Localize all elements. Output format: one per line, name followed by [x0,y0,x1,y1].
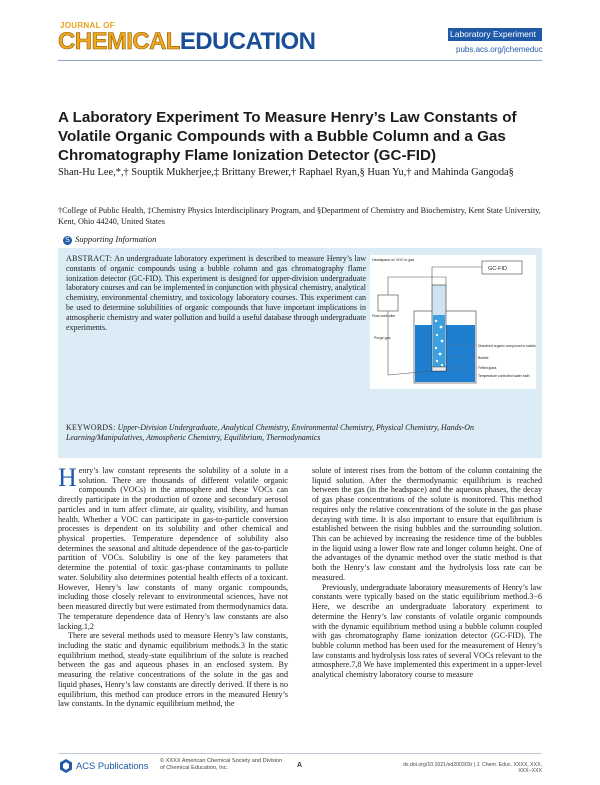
column-solution [433,315,445,370]
affiliations: †College of Public Health, ‡Chemistry Physics Interdisciplinary Program, and §Department of Chemistry and Biochemistry, Kent State University, Kent, Ohio 44240, United States [58,206,541,226]
author-list: Shan-Hu Lee,*,† Souptik Mukherjee,‡ Brittany Brewer,† Raphael Ryan,§ Huan Yu,† and Mahinda Gangoda§ [58,167,514,178]
publisher-name: ACS Publications [76,760,149,771]
acs-logo-icon [60,759,72,773]
journal-url-link[interactable]: pubs.acs.org/jchemeduc [456,45,543,54]
keywords-text: Upper-Division Undergraduate, Analytical Chemistry, Environmental Chemistry, Physical Chemistry, Hands-On Learning/Manipulatives, Atmospheric Chemistry, Equilibrium, Thermodynamics [66,423,474,442]
copyright-notice: © XXXX American Chemical Society and Division of Chemical Education, Inc. [160,758,283,771]
abstract-text: An undergraduate laboratory experiment is described to measure Henry’s law constants of organic compounds using a bubble column and gas chromatography flame ionization detector (GC-FID). This experiment is designed for upper-division undergraduate laboratory courses and can be implemented in conjunction with physical chemistry, analytical chemistry, environmental chemistry, and toxicology laboratory courses. This experiment can be used to determine solubilities of organic compounds that have important implications in atmospheric chemistry and water pollution and build a useful database through undergraduate experiments. [66,254,366,332]
body-paragraph: Previously, undergraduate laboratory measurements of Henry’s law constants were typically based on the static equilibrium method.3−6 Here, we describe an undergraduate laboratory experiment to determine the Henry’s law constants of volatile organic compounds with the dynamic equilibrium method using a bubble column coupled with gas chromatography flame ionization detector (GC-FID). The bubble column method has been used for the measurement of Henry’s law constants and hydrolysis loss rates of several VOCs relevant to the atmosphere.7,8 We have implemented this experiment in a upper-level analytical chemistry laboratory course to measure [312,582,542,680]
abstract-label: ABSTRACT: [66,254,113,263]
bubble-column-diagram [370,255,536,389]
logo-chemical: CHEMICAL [58,28,180,55]
article-title: A Laboratory Experiment To Measure Henry’s Law Constants of Volatile Organic Compounds with a Bubble Column and a Gas Chromatography Flame Ionization Detector (GC-FID) [58,109,517,164]
bubble-label: Bubble [478,356,489,360]
gc-tubing [432,267,482,285]
body-paragraph: There are several methods used to measure Henry’s law constants, including the static and dynamic equilibrium methods.3 In the static equilibrium method, steady-state equilibrium of the solute is reached between the gas and aqueous phases in an enclosed system. By measuring the relative concentrations of the solute in the gas and liquid phases, Henry’s law constants are directly derived. If there is no equilibrium, this method can produce errors in the measured Henry’s law constants. In the dynamic equilibrium method, the [58,631,288,709]
logo-education: EDUCATION [179,28,316,55]
headspace-label: Headspace w/ VOC in gas [372,258,415,262]
supporting-information-link[interactable] [63,234,156,245]
body-column-right [312,466,542,680]
doi-link[interactable]: dx.doi.org/10.1021/ed200303r | J. Chem. Educ. XXXX, XXX, XXX−XXX [403,762,542,774]
frit-label: Fritted glass [478,366,497,370]
section-badge: Laboratory Experiment [448,28,542,41]
page-number: A [297,762,303,769]
body-paragraph [58,463,288,631]
body-paragraph: solute of interest rises from the bottom of the column containing the liquid solution. After the thermodynamic equilibrium is reached between the gas (in the headspace) and the aqueous phases, the decay of gas phase concentrations of the solute is monitored. This method requires only the relative concentrations of the solute in the gas phase decaying with time. It is also important to ensure that equilibrium is established between the rising bubbles and the surrounding solution. This can be achieved by increasing the residence time of the bubbles in the liquid using a lower flow rate and longer column height. One of the advantages of the dynamic method over the static method is that both the Henry’s law constant and the hydrolysis loss rate can be measured. [312,466,542,582]
supporting-info-icon: S [63,236,72,245]
dissolved-label: Dissolved organic compound in solution [478,344,536,348]
footer-divider [58,753,542,754]
flow-controller-box [378,295,398,311]
drop-cap: H [58,463,77,492]
abstract [66,254,366,332]
keywords-label: KEYWORDS: [66,423,116,432]
keywords [66,423,536,443]
supporting-information-label: Supporting Information [75,234,157,244]
flow-controller-label: Flow controller [372,314,396,318]
fritted-glass [432,367,446,371]
body-text: enry’s law constant represents the solubility of a solute in a solution. There are thousands of different volatile organic compounds (VOCs) in the atmosphere and these VOCs can directly participate in the production of ozone and secondary aerosol particles and in turn affect climate, air quality, visibility, and human health. Whether a VOC can participate in gas-to-particle conversion processes is dependent on its solubility and other chemical and physical properties. Temperature dependence of solubility also determines the seasonal and altitude dependence of the gas-to-particle partition of VOCs. Solubility is one of the key parameters that determine the potential of toxic gas-phase contaminants to pollute water. Solubility also determines potential health effects of a toxicant. However, Henry’s law constants of many organic compounds, including those closely relevant to environmental sciences, have not been measured directly but were estimated from thermodynamics data. The temperature dependence data of Henry’s law constants are also lacking.1,2 [58,466,288,631]
gc-fid-label: GC-FID [488,266,507,272]
journal-small-label: JOURNAL OF [60,21,115,30]
purge-gas-label: Purge gas [374,336,391,340]
bath-label: Temperature controlled water bath [478,374,530,378]
body-column-left [58,463,288,709]
toc-graphic [370,255,536,389]
journal-logo [58,29,315,55]
header-divider [58,60,542,61]
